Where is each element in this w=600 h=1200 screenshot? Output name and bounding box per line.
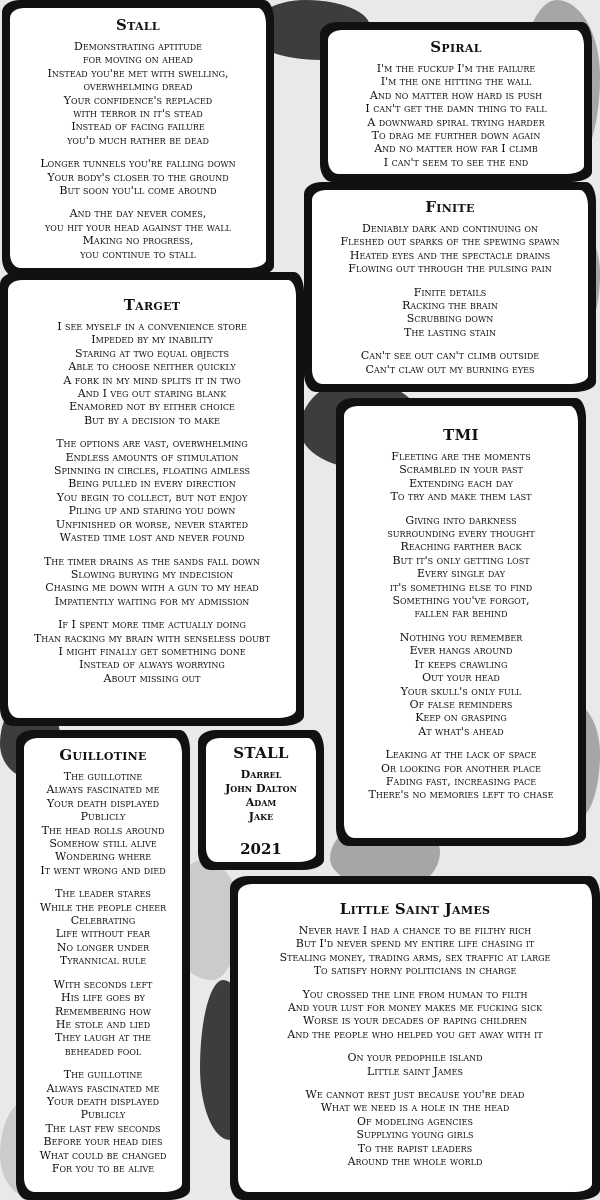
poem-line: Ever hangs around [409, 644, 513, 658]
poem-line: A fork in my mind splits it in two [63, 373, 241, 387]
poem-line: Around the whole world [347, 1155, 483, 1169]
poem-line: Your body's closer to the ground [47, 170, 229, 184]
poem-line: And no matter how far I climb [374, 142, 538, 156]
poem-line: His life goes by [61, 991, 145, 1005]
poem-line: Somehow still alive [49, 837, 157, 851]
poem-line: Scrubbing down [406, 312, 494, 326]
poem-title: Target [123, 296, 181, 314]
poem-line: About missing out [103, 671, 201, 685]
poem-line: What we need is a hole in the head [320, 1101, 510, 1115]
poem-tmi [344, 406, 578, 838]
stanza-gap [14, 197, 262, 207]
poem-line: Fading fast, increasing pace [385, 774, 537, 788]
poem-line: you'd much rather be dead [67, 133, 209, 147]
stanza-gap [314, 339, 586, 349]
poem-title: Stall [116, 16, 160, 34]
poem-line: They laugh at the [55, 1031, 151, 1045]
poem-line: But I'd never spend my entire life chasing it [295, 937, 535, 951]
poem-line: I'm the one hitting the wall [380, 75, 532, 89]
poem-line: Before your head dies [43, 1135, 163, 1149]
poem-line: To try and make them last [390, 490, 532, 504]
poem-line: Impatiently waiting for my admission [54, 594, 250, 608]
poem-line: fallen far behind [414, 607, 508, 621]
credits-card [198, 730, 324, 870]
poem-line: At what's ahead [418, 724, 504, 738]
poem-card-spiral [320, 22, 592, 182]
poem-line: You begin to collect, but not enjoy [56, 490, 248, 504]
poem-line: Instead you're met with swelling, [47, 66, 229, 80]
poem-line: Finite details [413, 285, 487, 299]
poem-line: Fleeting are the moments [391, 450, 531, 463]
band-member-name: John Dalton [225, 782, 297, 795]
poem-line: Your death displayed [46, 1094, 160, 1108]
poem-line: Racking the brain [402, 299, 498, 313]
poem-line: Celebrating [70, 914, 136, 928]
poem-line: But soon you'll come around [59, 184, 217, 198]
poem-card-little-saint-james [230, 876, 600, 1200]
poem-line: Longer tunnels you're falling down [40, 157, 236, 171]
poem-line: Of false reminders [409, 697, 513, 711]
poem-line: And I veg out staring blank [77, 387, 227, 401]
poem-line: The options are vast, overwhelming [56, 437, 248, 451]
poem-line: No longer under [56, 940, 150, 954]
poem-line: Demonstrating aptitude [74, 40, 202, 53]
poem-line: Staring at two equal objects [75, 346, 229, 360]
poem-guillotine [24, 738, 182, 1192]
poem-line: To the rapist leaders [357, 1141, 473, 1155]
poem-line: What could be changed [39, 1148, 167, 1162]
poem-line: surrounding every thought [387, 527, 535, 541]
poem-line: Being pulled in every direction [68, 477, 236, 491]
poem-spiral [328, 30, 584, 174]
poem-line: To drag me further down again [371, 129, 541, 143]
poem-line: Keep on grasping [415, 711, 507, 725]
poem-line: Every single day [416, 567, 506, 581]
poem-line: If I spent more time actually doing [58, 618, 246, 632]
poem-line: Instead of facing failure [71, 120, 205, 134]
poem-title: TMI [443, 426, 479, 444]
poem-line: Remembering how [55, 1004, 151, 1018]
poem-line: Leaking at the lack of space [385, 748, 537, 762]
poem-line: Always fascinated me [46, 783, 160, 797]
poem-line: Instead of always worrying [79, 658, 225, 672]
poem-title: Guillotine [59, 746, 147, 764]
poem-card-target [0, 272, 304, 726]
stanza-gap [10, 608, 294, 618]
poem-stall [10, 8, 266, 268]
poem-line: Of modeling agencies [356, 1114, 474, 1128]
poem-line: Endless amounts of stimulation [65, 450, 239, 464]
poem-card-guillotine [16, 730, 190, 1200]
poem-line: Your skull's only full [400, 684, 522, 698]
poem-line: The guillotine [63, 1068, 143, 1082]
poem-line: Flowing out through the pulsing pain [348, 262, 552, 276]
poem-line: I can't get the damn thing to fall [365, 102, 547, 116]
poem-line: There's no memories left to chase [368, 788, 554, 802]
poem-line: The guillotine [63, 770, 143, 783]
stanza-gap [26, 877, 180, 887]
poem-line: It keeps crawling [414, 657, 508, 671]
poem-line: Out your head [422, 671, 500, 685]
stanza-gap [14, 147, 262, 157]
poem-line: Worse is your decades of raping children [302, 1014, 527, 1028]
stanza-gap [10, 545, 294, 555]
poem-title: Spiral [430, 38, 482, 56]
poem-line: Supplying young girls [356, 1128, 474, 1142]
poem-line: Never have I had a chance to be filthy rich [298, 924, 532, 937]
poem-line: Nothing you remember [399, 630, 523, 644]
poem-line: I'm the fuckup I'm the failure [376, 62, 536, 75]
poem-line: Wasted time lost and never found [59, 531, 245, 545]
poem-line: With seconds left [53, 977, 153, 991]
poem-line: Tyrannical rule [59, 954, 147, 968]
poem-line: Unfinished or worse, never started [55, 517, 249, 531]
stanza-gap [26, 1058, 180, 1068]
credits [206, 738, 316, 862]
poem-line: Than racking my brain with senseless doubt [33, 631, 271, 645]
poem-line: Enamored not by either choice [69, 400, 235, 414]
poem-line: Impeded by my inability [91, 333, 213, 347]
poem-line: To satisfy horny politicians in charge [313, 964, 517, 978]
poem-line: The timer drains as the sands fall down [43, 554, 261, 568]
poem-line: Scrambled in your past [399, 463, 523, 477]
poem-line: Your confidence's replaced [63, 93, 213, 107]
poem-line: A downward spiral trying harder [367, 115, 545, 129]
poem-line: For you to be alive [51, 1161, 155, 1175]
poem-line: Stealing money, trading arms, sex traffic at large [279, 950, 551, 964]
poem-line: Publicly [80, 810, 126, 824]
poem-line: Little saint James [367, 1064, 463, 1078]
poem-line: Can't claw out my burning eyes [365, 362, 535, 376]
poem-line: And the day never comes, [69, 207, 207, 221]
poem-line: But by a decision to make [84, 413, 220, 427]
poem-line: Heated eyes and the spectacle drains [349, 248, 551, 262]
poem-title: Finite [425, 198, 475, 216]
release-year: 2021 [240, 840, 282, 858]
poem-line: He stole and lied [55, 1017, 151, 1031]
poem-line: The last few seconds [45, 1121, 161, 1135]
band-member-name: Adam [245, 796, 277, 809]
stanza-gap [346, 738, 576, 748]
stanza-gap [240, 1041, 590, 1051]
poem-line: Reaching farther back [400, 540, 522, 554]
poem-line: I can't seem to see the end [383, 155, 529, 169]
band-member-name: Jake [248, 810, 274, 823]
band-member-name: Darrel [240, 768, 282, 781]
poem-card-stall [2, 0, 274, 276]
stanza-gap [314, 276, 586, 286]
poem-line: Making no progress, [82, 234, 194, 248]
poem-line: The leader stares [55, 887, 151, 901]
stanza-gap [10, 427, 294, 437]
poem-target [8, 280, 296, 718]
poem-line: I see myself in a convenience store [57, 320, 247, 333]
poem-line: The lasting stain [404, 325, 496, 339]
poem-line: And your lust for money makes me fucking sick [287, 1001, 543, 1015]
poem-line: While the people cheer [39, 900, 167, 914]
stanza-gap [26, 968, 180, 978]
poem-line: Extending each day [409, 476, 513, 490]
poem-line: We cannot rest just because you're dead [305, 1088, 525, 1102]
poem-line: Or looking for another place [380, 761, 542, 775]
poem-line: with terror in it's stead [73, 107, 203, 121]
poem-line: Can't see out can't climb outside [360, 349, 540, 363]
poem-line: Able to choose neither quickly [68, 360, 236, 374]
poem-line: Publicly [80, 1108, 126, 1122]
poem-line: The head rolls around [41, 823, 165, 837]
poem-card-finite [304, 182, 596, 392]
poem-line: Slowing burying my indecision [70, 567, 234, 581]
poem-line: I might finally get something done [58, 644, 246, 658]
poem-line: Giving into darkness [405, 513, 517, 527]
poem-finite [312, 190, 588, 384]
poem-line: Always fascinated me [46, 1081, 160, 1095]
poem-line: Spinning in circles, floating aimless [53, 464, 251, 478]
poem-line: Deniably dark and continuing on [362, 222, 538, 235]
poem-line: Your death displayed [46, 796, 160, 810]
poem-line: Chasing me down with a gun to my head [45, 581, 259, 595]
stanza-gap [346, 504, 576, 514]
poem-line: it's something else to find [389, 580, 533, 594]
poem-line: Something you've forgot, [392, 594, 530, 608]
poem-little-saint-james [238, 884, 592, 1192]
poem-line: you continue to stall [80, 247, 196, 261]
poem-line: On your pedophile island [347, 1051, 483, 1065]
stanza-gap [240, 1078, 590, 1088]
poem-line: for moving on ahead [83, 53, 193, 67]
poem-line: But it's only getting lost [392, 553, 530, 567]
poem-line: Piling up and staring you down [68, 504, 236, 518]
poem-line: beheaded fool [64, 1044, 142, 1058]
poem-line: And no matter how hard is push [369, 88, 543, 102]
poem-line: Fleshed out sparks of the spewing spawn [340, 235, 560, 249]
poem-title: Little Saint James [339, 900, 491, 918]
poem-line: Wondering where [54, 850, 152, 864]
stanza-gap [240, 978, 590, 988]
poem-line: Life without fear [55, 927, 151, 941]
poem-line: It went wrong and died [40, 863, 166, 877]
poem-card-tmi [336, 398, 586, 846]
poem-line: you hit your head against the wall [45, 220, 231, 234]
poem-line: overwhelming dread [83, 80, 193, 94]
poem-line: And the people who helped you get away with it [287, 1027, 543, 1041]
album-title: STALL [233, 744, 289, 762]
stanza-gap [346, 621, 576, 631]
poem-line: You crossed the line from human to filth [302, 987, 528, 1001]
